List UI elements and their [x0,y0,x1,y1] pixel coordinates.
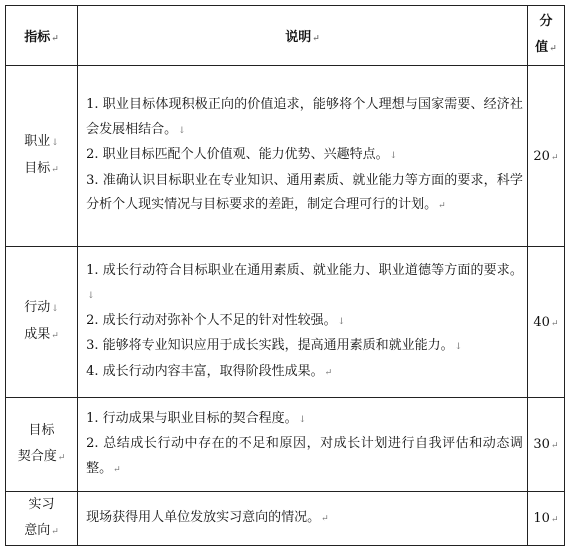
row-indicator: 行动↓ 成果↵ [6,247,78,398]
description-item: 2. 成长行动对弥补个人不足的针对性较强。↓ [86,312,346,328]
row-description [78,247,528,398]
header-indicator: 指标↵ [6,6,78,66]
header-description: 说明↵ [78,6,528,66]
description-item: 1. 成长行动符合目标职业在通用素质、就业能力、职业道德等方面的要求。↓ [86,262,523,302]
description-item: 1. 行动成果与职业目标的契合程度。↓ [86,410,307,426]
table-row [6,398,565,492]
row-description [78,492,528,546]
row-indicator: 实习 意向↵ [6,492,78,546]
description-item: 3. 准确认识目标职业在专业知识、通用素质、就业能力等方面的要求，科学分析个人现实情况与目标要求的差距，制定合理可行的计划。↵ [86,172,523,213]
description-item: 2. 职业目标匹配个人价值观、能力优势、兴趣特点。↓ [86,147,398,163]
header-row [6,6,565,66]
description-item: 3. 能够将专业知识应用于成长实践，提高通用素质和就业能力。↓ [86,338,463,354]
scoring-table [5,5,565,546]
description-item: 2. 总结成长行动中存在的不足和原因，对成长计划进行自我评估和动态调整。↵ [86,436,523,476]
row-score: 20↵ [527,66,564,247]
description-item: 4. 成长行动内容丰富，取得阶段性成果。↵ [86,363,333,379]
row-description [78,66,528,247]
row-indicator: 目标 契合度↵ [6,398,78,492]
description-item: 1. 职业目标体现积极正向的价值追求，能够将个人理想与国家需要、经济社会发展相结合。↓ [86,97,523,137]
header-score: 分 值↵ [527,6,564,66]
row-score: 30↵ [527,398,564,492]
table-row [6,66,565,247]
row-description [78,398,528,492]
description-item: 现场获得用人单位发放实习意向的情况。↵ [86,509,329,525]
table-row [6,247,565,398]
table-row [6,492,565,546]
row-score: 10↵ [527,492,564,546]
row-score: 40↵ [527,247,564,398]
row-indicator: 职业↓ 目标↵ [6,66,78,247]
